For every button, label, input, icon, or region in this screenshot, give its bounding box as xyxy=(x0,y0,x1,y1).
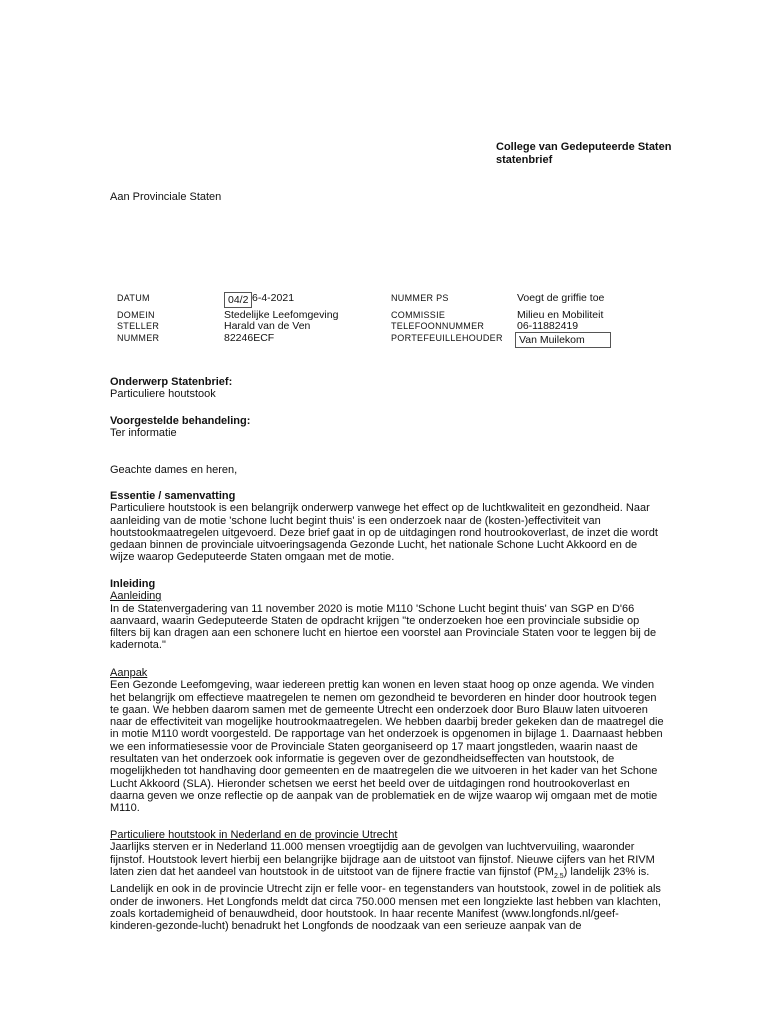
header-title: College van Gedeputeerde Staten xyxy=(496,141,672,153)
aanpak-line: resultaten van het onderzoek ook informatie is gegeven over de gezondheidseffecten van houtstook, de xyxy=(110,753,615,766)
essentie-line: houtstookmaatregelen uitgevoerd. Deze brief gaat in op de uitdagingen rond houtrookoverlast, de inzet die wordt xyxy=(110,526,658,539)
datum-box: 04/2 xyxy=(224,292,252,308)
particuliere-line-pm xyxy=(110,866,670,883)
particuliere-section xyxy=(110,829,670,933)
salutation: Geachte dames en heren, xyxy=(110,464,238,476)
steller-value: Harald van de Ven xyxy=(224,320,311,332)
essentie-section xyxy=(110,490,670,564)
addressee: Aan Provinciale Staten xyxy=(110,191,222,203)
inleiding-line: aanvaard, waarin Gedeputeerde Staten de opdracht krijgen "te onderzoeken hoe een provinciale subsidie op xyxy=(110,614,640,627)
aanpak-line: daarna geven we onze reflectie op de aanpak van de problematiek en de wijze waarop wij omgaan met de motie xyxy=(110,789,658,802)
behandeling-value: Ter informatie xyxy=(110,427,177,440)
aanpak-line: we een informatiesessie voor de Provinciale Staten georganiseerd op 17 maart jongstleden, waarin naast de xyxy=(110,740,638,753)
particuliere-line: Landelijk en ook in de provincie Utrecht zijn er felle voor- en tegenstanders van houtstook, zowel in de politiek als xyxy=(110,883,661,896)
commissie-label: COMMISSIE xyxy=(391,310,446,320)
aanpak-line: te gaan. We hebben daarom samen met de gemeente Utrecht een onderzoek door Buro Blauw laten uitvoeren xyxy=(110,703,648,716)
commissie-value: Milieu en Mobiliteit xyxy=(517,309,604,321)
nummer-ps-label: NUMMER PS xyxy=(391,293,449,303)
pm-subscript: 2.5 xyxy=(553,873,564,881)
inleiding-section xyxy=(110,578,670,652)
letter-header xyxy=(496,141,671,167)
portefeuille-value: Van Muilekom xyxy=(515,332,611,348)
telefoon-value: 06-11882419 xyxy=(517,320,579,332)
onderwerp-section xyxy=(110,376,670,401)
essentie-line: gedaan binnen de provinciale uitvoeringsagenda Gezonde Lucht, het nationale Schone Lucht Akkoord en de xyxy=(110,539,638,552)
portefeuille-label: PORTEFEUILLEHOUDER xyxy=(391,333,503,343)
aanpak-line: Een Gezonde Leefomgeving, waar iedereen prettig kan wonen en leven staat hoog op onze agenda. We vinden xyxy=(110,679,655,692)
onderwerp-label: Onderwerp Statenbrief: xyxy=(110,376,233,388)
particuliere-line: Jaarlijks sterven er in Nederland 11.000 mensen vroegtijdig aan de gevolgen van luchtvervuiling, waaronder xyxy=(110,841,635,854)
essentie-heading: Essentie / samenvatting xyxy=(110,490,236,502)
aanpak-heading: Aanpak xyxy=(110,667,148,679)
essentie-line: aanleiding van de motie 'schone lucht begint thuis' is een onderzoek naar de (kosten-)effectiviteit van xyxy=(110,514,601,527)
particuliere-heading: Particuliere houtstook in Nederland en de provincie Utrecht xyxy=(110,829,398,841)
aanpak-line: naar de effectiviteit van mogelijke houtrookmaatregelen. We hebben daarbij breder gekeken dan de maatregel die xyxy=(110,716,664,729)
domein-value: Stedelijke Leefomgeving xyxy=(224,309,339,321)
inleiding-line: filters bij kan dragen aan een schonere lucht en hiertoe een voorstel aan Provinciale Staten voor te leggen bij de xyxy=(110,627,657,640)
particuliere-line: kinderen-gezonde-lucht) benadrukt het Longfonds de noodzaak van een serieuze aanpak van de xyxy=(110,920,582,933)
aanpak-line: het belangrijk om effectieve maatregelen te nemen om gezondheid te bevorderen en hinder door houtrook tegen xyxy=(110,691,657,704)
aanpak-section xyxy=(110,667,670,815)
aanpak-line: mogelijkheden tot handhaving door gemeenten en de maatregelen die we uitvoeren in het kader van het Schone xyxy=(110,765,658,778)
nummer-label: NUMMER xyxy=(117,333,160,343)
aanleiding-subheading: Aanleiding xyxy=(110,590,162,603)
datum-label: DATUM xyxy=(117,293,150,303)
aanpak-line: Lucht Akkoord (SLA). Hieronder schetsen we eerst het beeld over de uitdagingen rond houtrookoverlast en xyxy=(110,777,630,790)
particuliere-line: onder de inwoners. Het Longfonds meldt dat circa 750.000 mensen met een longziekte last hebben van klachten, xyxy=(110,895,661,908)
nummer-value: 82246ECF xyxy=(224,332,275,344)
telefoon-label: TELEFOONNUMMER xyxy=(391,321,485,331)
domein-label: DOMEIN xyxy=(117,310,155,320)
inleiding-heading: Inleiding xyxy=(110,578,156,590)
behandeling-label: Voorgestelde behandeling: xyxy=(110,415,251,427)
essentie-line: wijze waarop Gedeputeerde Staten omgaan met de motie. xyxy=(110,551,395,564)
aanpak-line: in motie M110 wordt voorgesteld. De rapportage van het onderzoek is opgenomen in bijlage 1. Daarnaast hebben xyxy=(110,728,663,741)
nummer-ps-value: Voegt de griffie toe xyxy=(517,292,605,304)
inleiding-line: kadernota." xyxy=(110,639,166,652)
header-subtitle: statenbrief xyxy=(496,154,553,166)
datum-value: 6-4-2021 xyxy=(252,292,295,304)
particuliere-line: fijnstof. Houtstook levert hierbij een belangrijke bijdrage aan de uitstoot van fijnstof. Nieuwe cijfers van het RIVM xyxy=(110,853,655,866)
essentie-line: Particuliere houtstook is een belangrijk onderwerp vanwege het effect op de luchtkwaliteit en gezondheid. Naar xyxy=(110,502,650,515)
onderwerp-value: Particuliere houtstook xyxy=(110,388,216,401)
pm-text-post: ) landelijk 23% is. xyxy=(563,865,650,878)
particuliere-line: zoals kortademigheid of benauwdheid, door houtstook. In haar recente Manifest (www.longfonds.nl/geef- xyxy=(110,907,619,920)
pm-text-pre: laten zien dat het aandeel van houtstook in de uitstoot van de fijnere fractie van fijnstof (PM xyxy=(110,865,554,878)
aanpak-line: M110. xyxy=(110,802,140,815)
behandeling-section xyxy=(110,415,670,440)
inleiding-line: In de Statenvergadering van 11 november 2020 is motie M110 'Schone Lucht begint thuis' van SGP en D'66 xyxy=(110,602,635,615)
steller-label: STELLER xyxy=(117,321,160,331)
